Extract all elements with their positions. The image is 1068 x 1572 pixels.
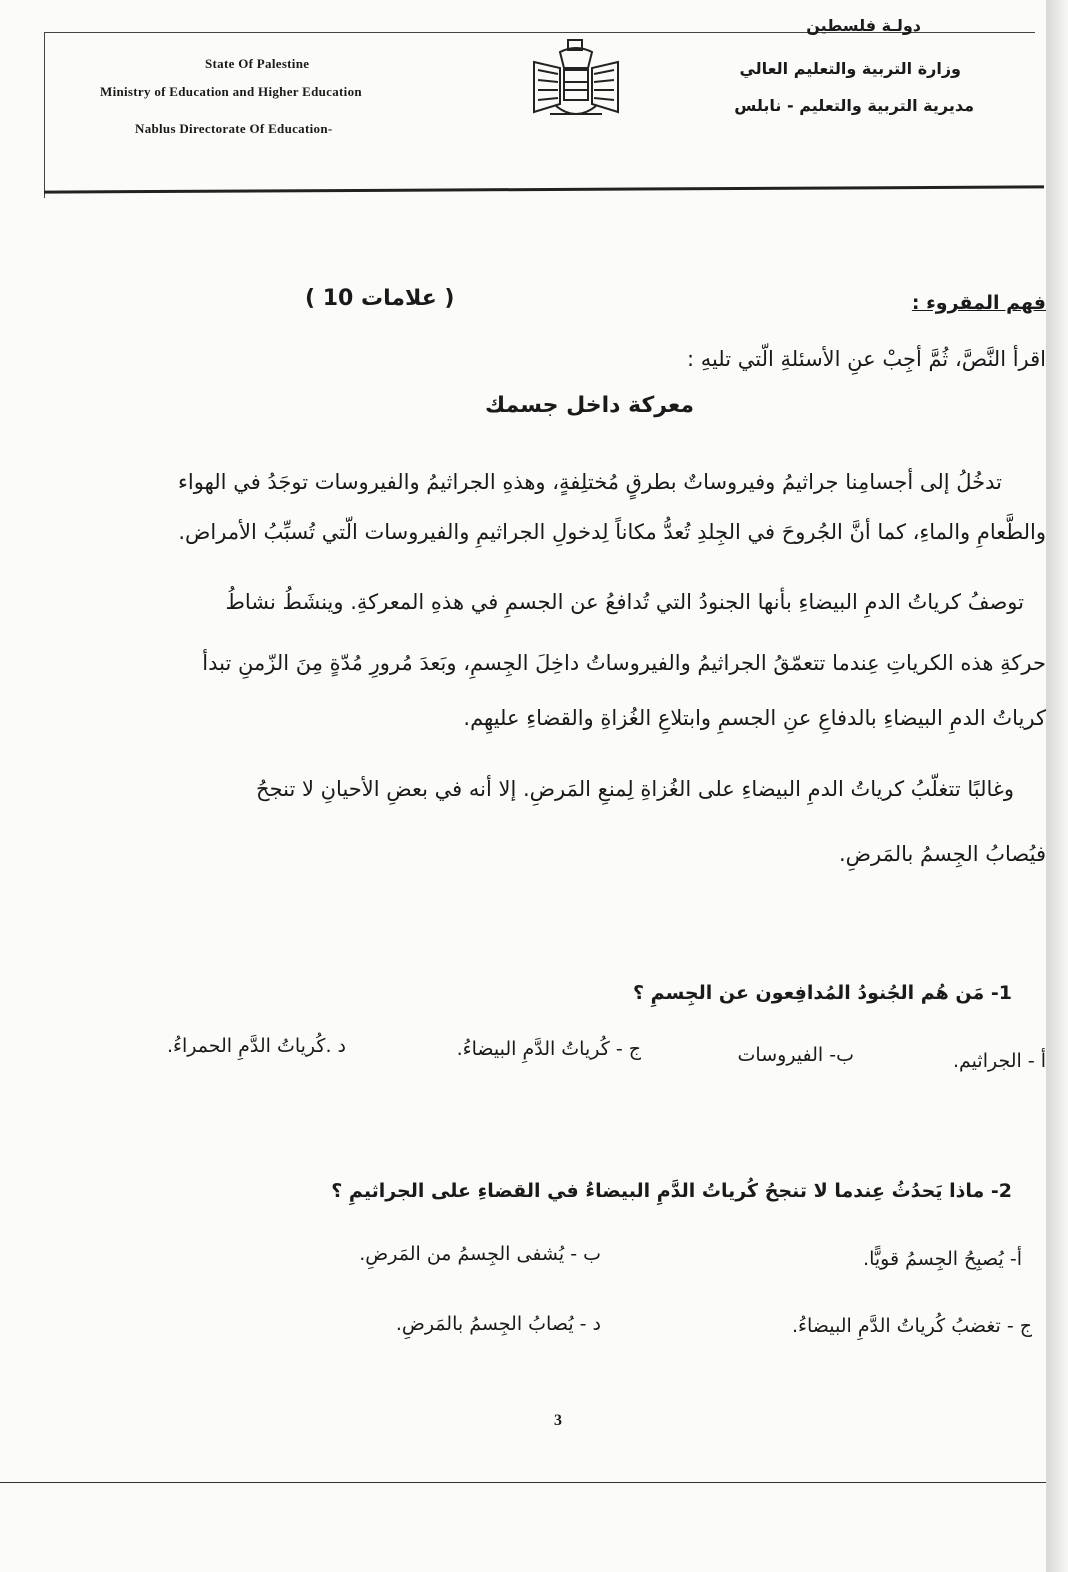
question-2-text: 2- ماذا يَحدُثُ عِندما لا تنجحُ كُرياتُ الدَّمِ البيضاءُ في القضاءِ على الجراثيمِ ؟ [331,1180,1012,1202]
passage-title: معركة داخل جسمك [485,393,694,418]
footer-divider [0,1482,1046,1483]
passage-p3-line1: وغالبًا تتغلّبُ كرياتُ الدمِ البيضاءِ على الغُزاةِ لِمنعِ المَرضِ. إلا أنه في بعضِ الأحيانِ لا تنجحُ [256,777,1014,801]
page-number: 3 [554,1412,562,1429]
section-marks: ( 10 علامات ) [305,286,455,311]
question-1-option-d[interactable]: د .كُرياتُ الدَّمِ الحمراءُ. [167,1035,346,1057]
section-heading: فهم المقروء : [911,292,1046,314]
question-1-option-c[interactable]: ج - كُرياتُ الدَّمِ البيضاءُ. [456,1038,641,1060]
passage-p3-line2: فيُصابُ الجِسمُ بالمَرضِ. [838,842,1046,866]
palestine-eagle-emblem-icon [530,38,622,124]
question-2-option-d[interactable]: د - يُصابُ الجِسمُ بالمَرضِ. [395,1313,601,1335]
question-1-text: 1- مَن هُم الجُنودُ المُدافِعون عن الجِسمِ ؟ [633,982,1012,1004]
passage-p1-line1: تدخُلُ إلى أجسامِنا جراثيمُ وفيروساتٌ بطرقٍ مُختلِفةٍ، وهذهِ الجراثيمُ والفيروسات توجَدُ في الهواء [178,470,1002,494]
question-2-option-a[interactable]: أ- يُصبِحُ الجِسمُ قويًّا. [863,1248,1022,1270]
passage-p2-line2: حركةِ هذه الكرياتِ عِندما تتعمّقُ الجراثيمُ والفيروساتُ داخِلَ الجِسمِ، وبَعدَ مُرورِ مُدّةٍ مِنَ الزّمنِ تبدأ [202,651,1046,675]
passage-p1-line2: والطَّعامِ والماءِ، كما أنَّ الجُروحَ في الجِلدِ تُعدُّ مكاناً لِدخولِ الجراثيمِ والفيروسات الّتي تُسبِّبُ الأمراض. [178,520,1046,544]
question-2-option-c[interactable]: ج - تغضبُ كُرياتُ الدَّمِ البيضاءُ. [792,1315,1032,1337]
header-en-ministry: Ministry of Education and Higher Education [100,84,362,99]
passage-p2-line1: توصفُ كرياتُ الدمِ البيضاءِ بأنها الجنودُ التي تُدافعُ عن الجسمِ في هذهِ المعركةِ. وينشَطُ نشاطُ [225,590,1024,614]
page-edge-shadow [1046,0,1068,1572]
question-1-option-a[interactable]: أ - الجراثيم. [952,1050,1046,1072]
header-ar-directorate: مديرية التربية والتعليم - نابلس [734,96,974,115]
header-en-state: State Of Palestine [205,56,310,71]
passage-p2-line3: كرياتُ الدمِ البيضاءِ بالدفاعِ عنِ الجسمِ وابتلاعِ الغُزاةِ والقضاءِ عليهِم. [463,706,1046,730]
question-1-option-b[interactable]: ب- الفيروسات [737,1044,854,1066]
instruction-text: اقرأ النَّصَّ، ثُمَّ أجِبْ عنِ الأسئلةِ الّتي تليهِ : [686,347,1046,371]
header-ar-state: دولـة فلسطين [806,16,921,35]
question-2-option-b[interactable]: ب - يُشفى الجِسمُ من المَرضِ. [359,1243,601,1265]
header-en-directorate: Nablus Directorate Of Education- [135,121,333,136]
header-ar-ministry: وزارة التربية والتعليم العالي [739,59,961,78]
